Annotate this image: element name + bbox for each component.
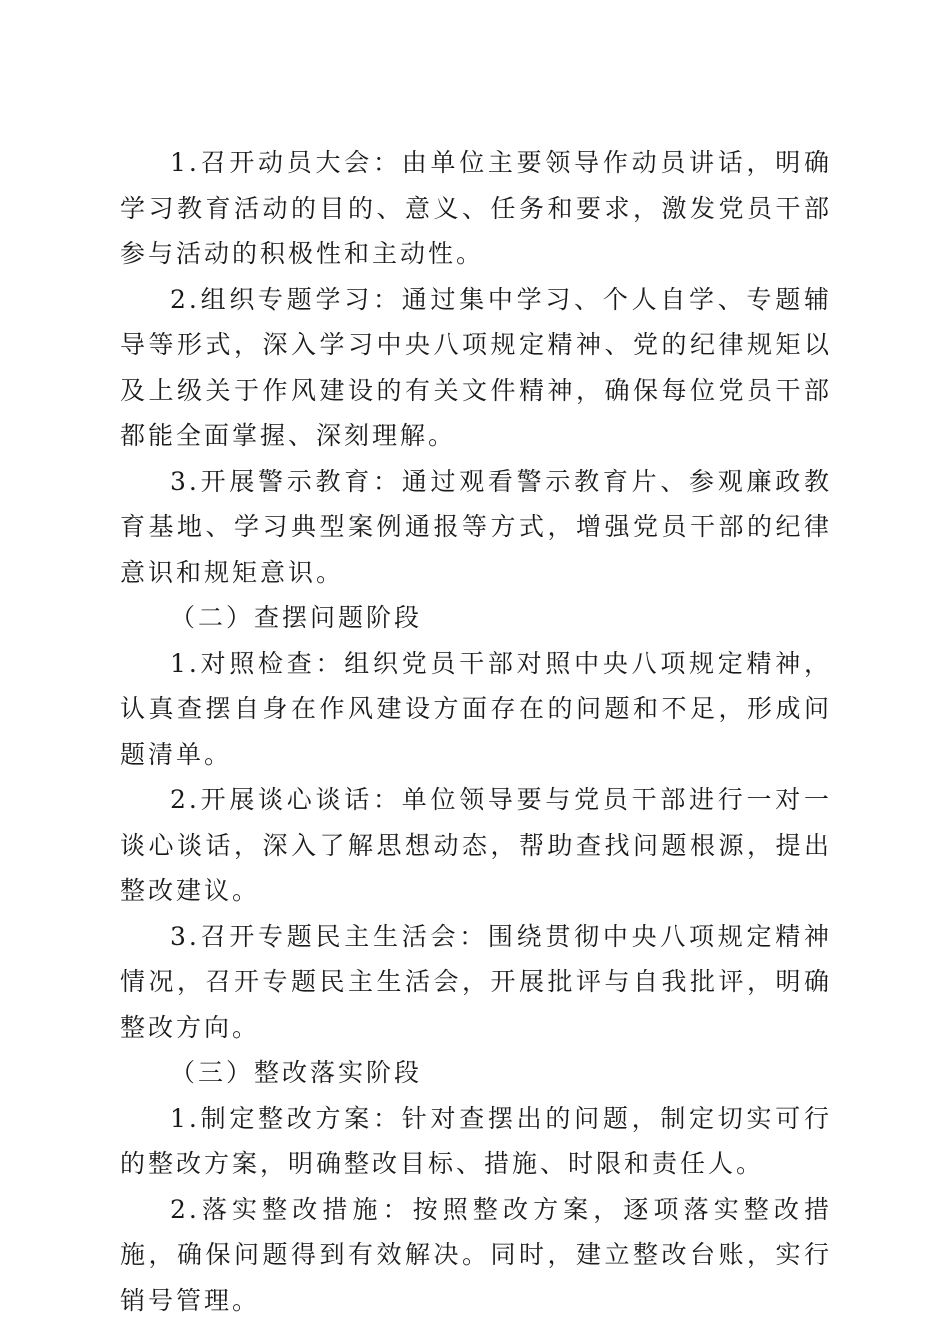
paragraph-special-study: 2.组织专题学习：通过集中学习、个人自学、专题辅导等形式，深入学习中央八项规定精神、党的纪律规矩以及上级关于作风建设的有关文件精神，确保每位党员干部都能全面掌握、深刻理解。 (120, 284, 832, 450)
paragraph-rectification-plan: 1.制定整改方案：针对查摆出的问题，制定切实可行的整改方案，明确整改目标、措施、时限和责任人。 (120, 1103, 832, 1178)
section-heading-rectification: （三）整改落实阶段 (170, 1058, 423, 1087)
paragraph-democratic-life-meeting: 3.召开专题民主生活会：围绕贯彻中央八项规定精神情况，召开专题民主生活会，开展批评与自我批评，明确整改方向。 (120, 921, 832, 1042)
paragraph-warning-education: 3.开展警示教育：通过观看警示教育片、参观廉政教育基地、学习典型案例通报等方式，增强党员干部的纪律意识和规矩意识。 (120, 466, 832, 587)
paragraph-heart-to-heart-talks: 2.开展谈心谈话：单位领导要与党员干部进行一对一谈心谈话，深入了解思想动态，帮助查找问题根源，提出整改建议。 (120, 785, 832, 905)
paragraph-self-check: 1.对照检查：组织党员干部对照中央八项规定精神，认真查摆自身在作风建设方面存在的问题和不足，形成问题清单。 (120, 648, 832, 769)
section-heading-problem-finding: （二）查摆问题阶段 (170, 603, 423, 632)
paragraph-mobilization-meeting: 1.召开动员大会：由单位主要领导作动员讲话，明确学习教育活动的目的、意义、任务和要求，激发党员干部参与活动的积极性和主动性。 (120, 148, 832, 268)
paragraph-rectification-measures: 2.落实整改措施：按照整改方案，逐项落实整改措施，确保问题得到有效解决。同时，建立整改台账，实行销号管理。 (120, 1194, 832, 1315)
document-body (120, 140, 832, 1323)
